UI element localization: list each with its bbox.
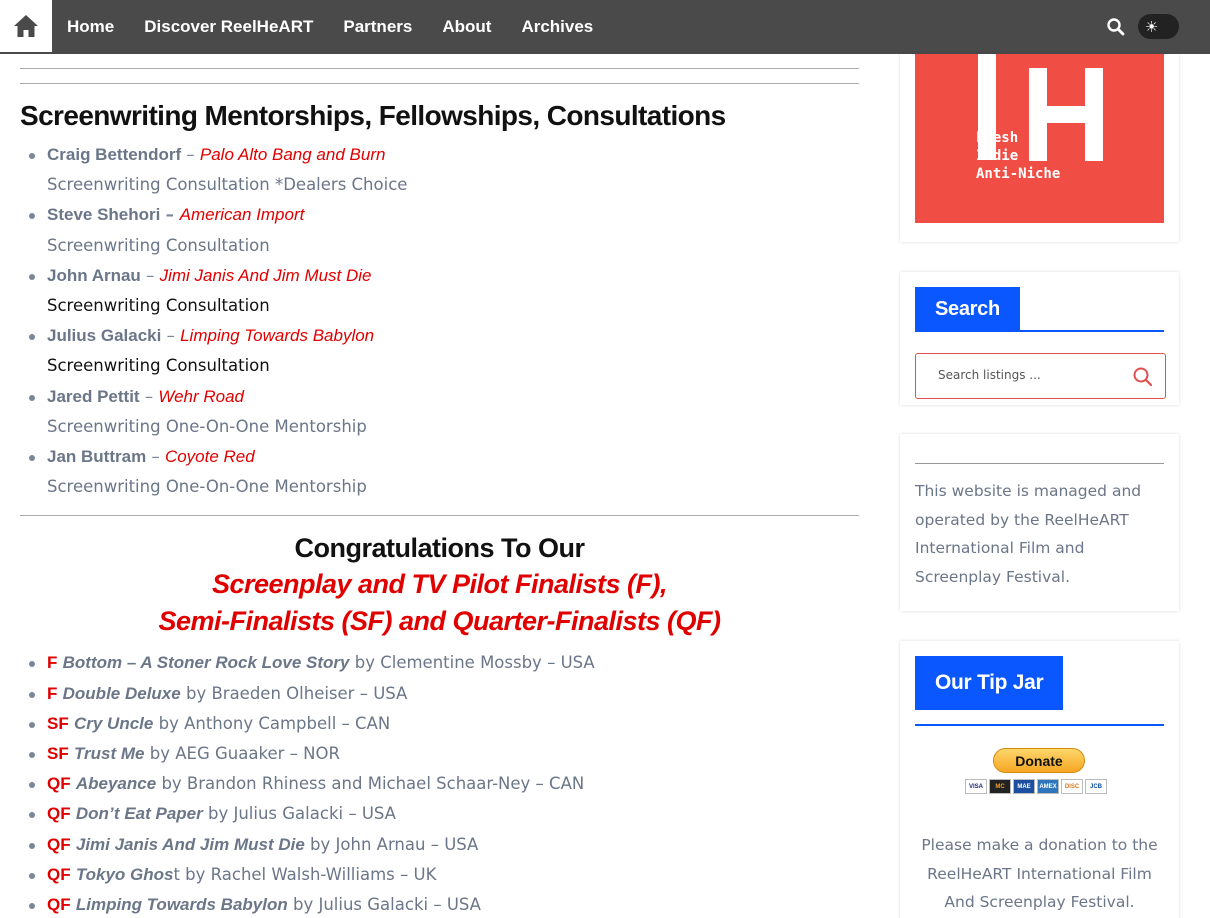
about-text: This website is managed and operated by the ReelHeART International Film and Screenplay Festival. bbox=[915, 482, 1142, 586]
rank-tag: QF bbox=[47, 834, 71, 854]
author-info: by Anthony Campbell – CAN bbox=[158, 713, 391, 733]
search-widget-title: Search bbox=[915, 287, 1020, 332]
screenplay-title: Limping Towards Babylon bbox=[75, 895, 288, 915]
list-item bbox=[20, 799, 859, 829]
mentor-name: Craig Bettendorf bbox=[47, 145, 182, 164]
rank-tag: SF bbox=[47, 713, 69, 733]
film-title: American Import bbox=[179, 205, 305, 225]
award-desc: Screenwriting Consultation bbox=[47, 356, 270, 376]
search-icon[interactable] bbox=[1106, 17, 1126, 37]
list-item: Jan Buttram – Coyote Red Screenwriting One-On-One Mentorship bbox=[20, 442, 859, 502]
author-info: t by Rachel Walsh-Williams – UK bbox=[173, 864, 437, 884]
payment-cards bbox=[965, 779, 1107, 794]
maestro-card-icon: MAE bbox=[1013, 779, 1035, 794]
mentorship-heading: Screenwriting Mentorships, Fellowships, Consultations bbox=[20, 100, 726, 131]
nav-link-discover[interactable]: Discover ReelHeART bbox=[144, 17, 314, 36]
film-title: Palo Alto Bang and Burn bbox=[199, 145, 386, 164]
screenplay-title: Double Deluxe bbox=[62, 683, 181, 703]
nav-link-partners[interactable]: Partners bbox=[343, 17, 413, 36]
amex-card-icon: AMEX bbox=[1037, 779, 1059, 794]
award-desc: Screenwriting Consultation bbox=[47, 296, 270, 316]
mentor-name: John Arnau bbox=[47, 265, 141, 285]
rank-tag: F bbox=[47, 653, 58, 673]
logo-text-line: Fresh bbox=[976, 130, 1019, 146]
award-desc: Screenwriting Consultation *Dealers Choice bbox=[47, 175, 408, 195]
author-info: by Braeden Olheiser – USA bbox=[185, 683, 408, 703]
search-placeholder: Search listings ... bbox=[938, 368, 1041, 382]
rank-tag: QF bbox=[47, 895, 71, 915]
film-title: Limping Towards Babylon bbox=[180, 326, 375, 346]
author-info: by John Arnau – USA bbox=[310, 834, 479, 854]
list-item: Jared Pettit – Wehr Road Screenwriting One-On-One Mentorship bbox=[20, 382, 859, 442]
top-navbar bbox=[0, 0, 1210, 54]
author-info: by AEG Guaaker – NOR bbox=[149, 744, 340, 764]
list-item bbox=[20, 830, 859, 860]
congrats-line: Screenplay and TV Pilot Finalists (F), bbox=[211, 569, 668, 600]
congrats-line: Congratulations To Our bbox=[294, 533, 585, 564]
rank-tag: QF bbox=[47, 864, 71, 884]
list-item bbox=[20, 860, 859, 890]
donate-button[interactable]: Donate bbox=[993, 748, 1085, 773]
logo-text-line: Indie bbox=[976, 148, 1019, 164]
search-input[interactable] bbox=[915, 353, 1166, 399]
home-button[interactable] bbox=[0, 0, 52, 52]
nav-menu bbox=[52, 0, 608, 54]
nav-link-home[interactable]: Home bbox=[67, 17, 115, 36]
screenplay-title: Tokyo Ghos bbox=[75, 864, 174, 884]
divider bbox=[20, 83, 859, 84]
logo-text-line: Anti-Niche bbox=[976, 166, 1061, 182]
list-item: Craig Bettendorf – Palo Alto Bang and Burn Screenwriting Consultation *Dealers Choice bbox=[20, 140, 859, 200]
mentor-name: Jared Pettit bbox=[47, 386, 140, 406]
jcb-card-icon: JCB bbox=[1085, 779, 1107, 794]
list-item bbox=[20, 739, 859, 769]
logo-letter-shape bbox=[1029, 106, 1103, 123]
nav-link-archives[interactable]: Archives bbox=[521, 17, 594, 36]
divider bbox=[20, 68, 859, 69]
list-item: Julius Galacki – Limping Towards Babylon Screenwriting Consultation bbox=[20, 321, 859, 381]
award-desc: Screenwriting One-On-One Mentorship bbox=[47, 416, 367, 436]
widget-title-underline bbox=[915, 330, 1164, 332]
congrats-heading bbox=[20, 530, 859, 640]
film-title: Coyote Red bbox=[164, 447, 255, 467]
rank-tag: QF bbox=[47, 774, 71, 794]
mentorship-list bbox=[20, 140, 859, 502]
finalists-list bbox=[20, 648, 859, 918]
mentor-name: Julius Galacki bbox=[47, 326, 162, 346]
mentor-name: Steve Shehori bbox=[47, 205, 161, 225]
discover-card-icon: DISC bbox=[1061, 779, 1083, 794]
film-title: Jimi Janis And Jim Must Die bbox=[159, 265, 372, 285]
logo-text bbox=[976, 129, 1060, 183]
screenplay-title: Cry Uncle bbox=[73, 713, 154, 733]
congrats-line: Semi-Finalists (SF) and Quarter-Finalists (QF) bbox=[158, 606, 721, 637]
visa-card-icon: VISA bbox=[965, 779, 987, 794]
mastercard-icon: MC bbox=[989, 779, 1011, 794]
list-item: John Arnau – Jimi Janis And Jim Must Die Screenwriting Consultation bbox=[20, 261, 859, 321]
divider bbox=[20, 515, 859, 516]
screenplay-title: Jimi Janis And Jim Must Die bbox=[75, 834, 305, 854]
award-desc: Screenwriting Consultation bbox=[47, 235, 270, 255]
film-title: Wehr Road bbox=[158, 386, 245, 406]
list-item bbox=[20, 769, 859, 799]
author-info: by Clementine Mossby – USA bbox=[354, 653, 595, 673]
list-item bbox=[20, 709, 859, 739]
list-item bbox=[20, 679, 859, 709]
author-info: by Julius Galacki – USA bbox=[293, 895, 481, 915]
dark-mode-toggle[interactable] bbox=[1138, 14, 1179, 39]
search-icon[interactable] bbox=[1132, 366, 1154, 388]
tipjar-widget-title: Our Tip Jar bbox=[915, 656, 1063, 710]
rank-tag: SF bbox=[47, 744, 69, 764]
screenplay-title: Trust Me bbox=[73, 744, 145, 764]
divider bbox=[915, 463, 1164, 464]
list-item bbox=[20, 890, 859, 918]
home-icon bbox=[13, 14, 39, 38]
nav-link-about[interactable]: About bbox=[442, 17, 492, 36]
sun-icon: ☀ bbox=[1144, 17, 1159, 36]
mentor-name: Jan Buttram bbox=[47, 447, 147, 467]
widget-title-underline bbox=[915, 724, 1164, 726]
author-info: by Julius Galacki – USA bbox=[208, 804, 396, 824]
author-info: by Brandon Rhiness and Michael Schaar-Ney – CAN bbox=[161, 774, 585, 794]
main-content bbox=[20, 54, 859, 918]
list-item bbox=[20, 648, 859, 678]
rank-tag: F bbox=[47, 683, 58, 703]
festival-logo[interactable] bbox=[915, 54, 1164, 223]
screenplay-title: Don’t Eat Paper bbox=[75, 804, 203, 824]
rank-tag: QF bbox=[47, 804, 71, 824]
donation-text: Please make a donation to the ReelHeART International Film And Screenplay Festival. bbox=[921, 836, 1158, 911]
list-item: Steve Shehori – American Import Screenwriting Consultation bbox=[20, 200, 859, 260]
screenplay-title: Bottom – A Stoner Rock Love Story bbox=[62, 653, 350, 673]
award-desc: Screenwriting One-On-One Mentorship bbox=[47, 477, 367, 497]
screenplay-title: Abeyance bbox=[75, 774, 157, 794]
